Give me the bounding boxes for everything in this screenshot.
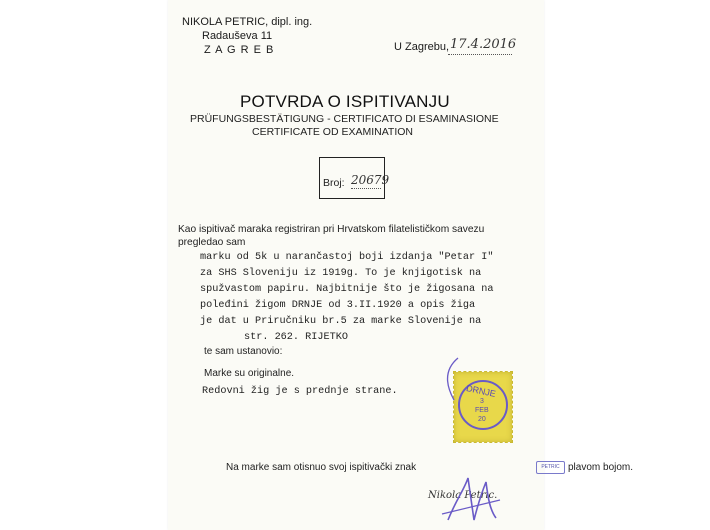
ink-mark <box>436 354 462 404</box>
signature-name: Nikola Petric. <box>428 490 498 501</box>
number-value: 20679 <box>351 173 390 187</box>
description-line-4: poleđini žigom DRNJE od 3.II.1920 a opis žiga <box>200 300 476 311</box>
postmark-year: 20 <box>478 416 486 423</box>
issuer-city: Z A G R E B <box>204 44 275 56</box>
title-english: CERTIFICATE OD EXAMINATION <box>252 126 414 138</box>
issuer-name: NIKOLA PETRIC, dipl. ing. <box>182 16 313 28</box>
intro-line-1: Kao ispitivač maraka registriran pri Hrvatskom filatelističkom savezu <box>178 224 485 235</box>
place-label: U Zagrebu, <box>394 41 450 53</box>
date-value: 17.4.2016 <box>450 37 517 52</box>
inspector-mark-tag: PETRIC <box>536 461 565 474</box>
marking-after: plavom bojom. <box>568 462 634 473</box>
certificate-page <box>168 0 634 530</box>
number-label: Broj: <box>323 177 345 189</box>
issuer-street: Radauševa 11 <box>202 30 273 42</box>
description-line-2: za SHS Sloveniju iz 1919g. To je knjigotisk na <box>200 268 482 279</box>
findings-original: Marke su originalne. <box>204 368 295 379</box>
description-line-5: je dat u Priručniku br.5 za marke Slovenije na <box>200 316 482 327</box>
number-box <box>319 157 390 199</box>
title-multilingual: PRÜFUNGSBESTÄTIGUNG - CERTIFICATO DI ESAMINASIONE <box>190 113 499 125</box>
description-line-1: marku od 5k u narančastoj boji izdanja "Petar I" <box>200 252 494 263</box>
postmark-day: 3 <box>480 398 484 405</box>
description-line-3: spužvastom papiru. Najbitnije što je žigosana na <box>200 284 494 295</box>
intro-line-2: pregledao sam <box>178 237 246 248</box>
signature-scribble <box>438 470 508 528</box>
findings-label: te sam ustanovio: <box>204 346 283 357</box>
postmark-month: FEB <box>475 407 489 414</box>
description-line-6: str. 262. RIJETKO <box>244 332 348 343</box>
marking-text: Na marke sam otisnuo svoj ispitivački znak <box>226 462 417 473</box>
number-underline <box>351 188 381 189</box>
postmark-town: DRNJE <box>465 382 497 400</box>
date-underline <box>448 54 512 55</box>
findings-postmark: Redovni žig je s prednje strane. <box>202 386 398 397</box>
postage-stamp <box>454 372 512 442</box>
page-title: POTVRDA O ISPITIVANJU <box>240 92 450 111</box>
